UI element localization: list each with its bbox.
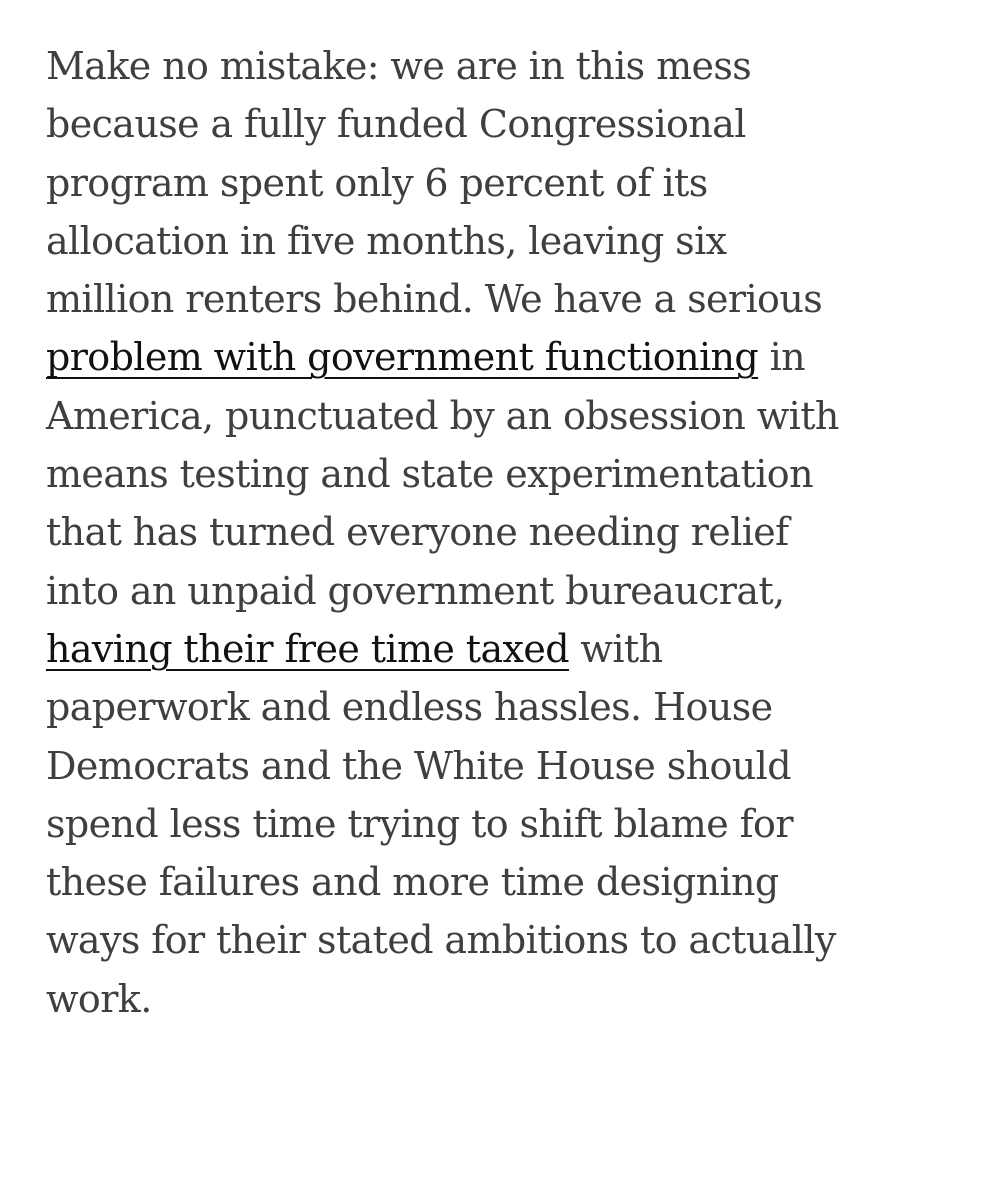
article-paragraph [46, 37, 976, 1028]
paragraph-line: allocation in five months, leaving six [46, 218, 727, 263]
paragraph-line: ways for their stated ambitions to actually [46, 918, 836, 963]
link-free-time-taxed[interactable]: having their free time taxed [46, 626, 569, 671]
paragraph-line: program spent only 6 percent of its [46, 160, 708, 205]
paragraph-line: that has turned everyone needing relief [46, 510, 789, 555]
paragraph-line: work. [46, 976, 152, 1021]
paragraph-text: with [568, 626, 663, 671]
paragraph-line: spend less time trying to shift blame for [46, 801, 793, 846]
paragraph-line: Make no mistake: we are in this mess [46, 44, 752, 88]
paragraph-line: means testing and state experimentation [46, 452, 813, 497]
paragraph-line: because a fully funded Congressional [46, 102, 746, 147]
paragraph-line: Democrats and the White House should [46, 743, 791, 788]
paragraph-line [46, 620, 976, 678]
paragraph-line: these failures and more time designing [46, 860, 779, 905]
paragraph-line: into an unpaid government bureaucrat, [46, 568, 785, 613]
paragraph-text: in [758, 335, 806, 380]
paragraph-line [46, 328, 976, 386]
paragraph-line: America, punctuated by an obsession with [46, 393, 839, 438]
paragraph-line: million renters behind. We have a serious [46, 277, 823, 322]
paragraph-line: paperwork and endless hassles. House [46, 685, 773, 730]
link-government-functioning[interactable]: problem with government functioning [46, 335, 759, 380]
